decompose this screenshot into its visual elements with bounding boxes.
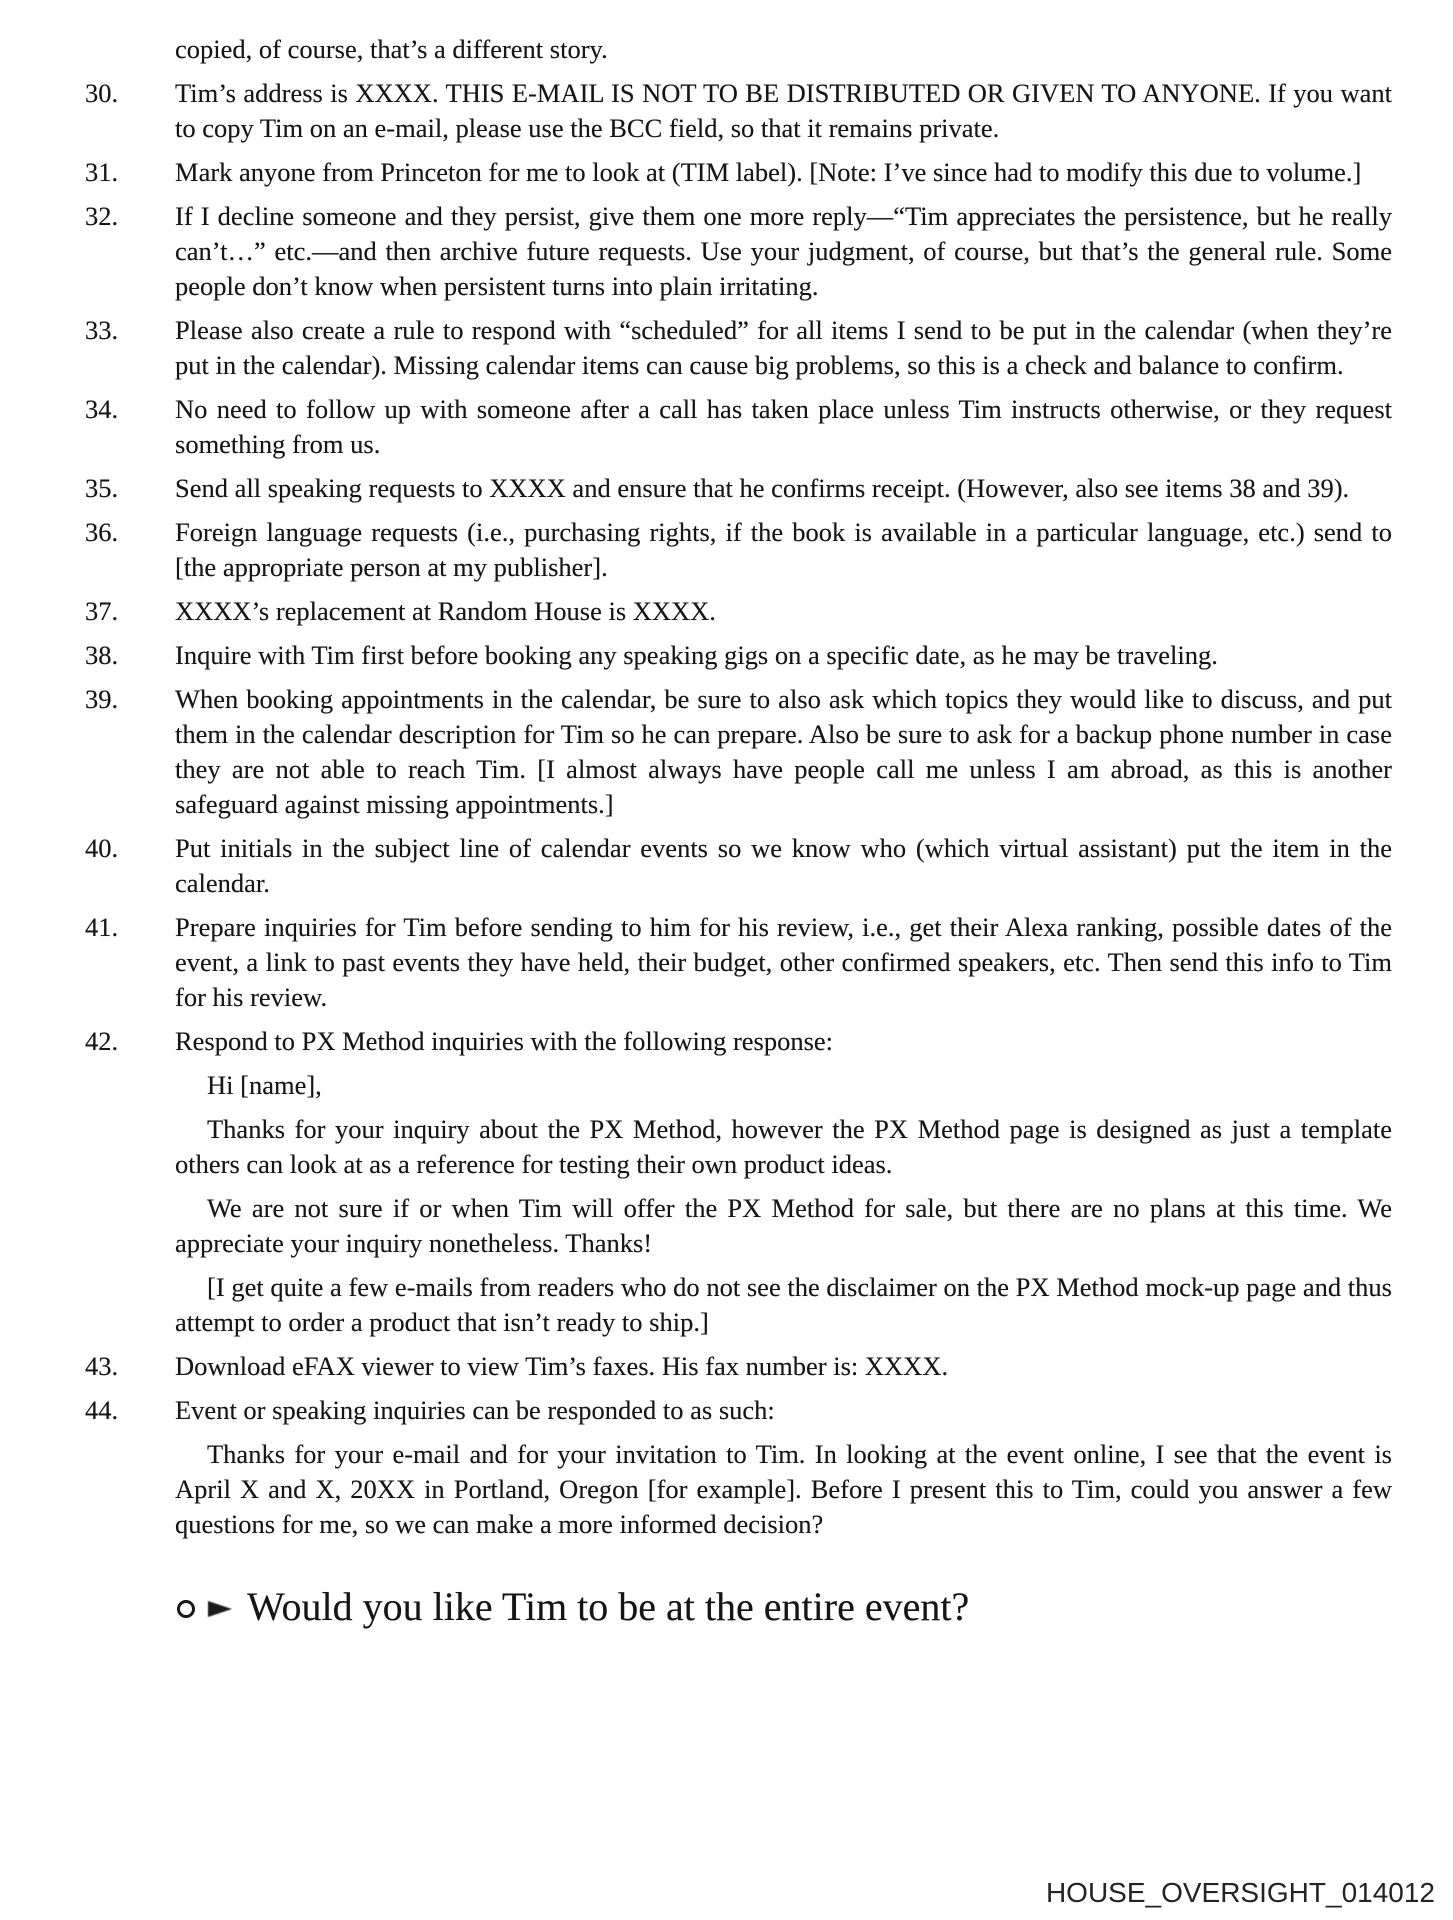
item-subparagraph: We are not sure if or when Tim will offer the PX Method for sale, but there are no plans at this time. We appreciate your inquiry nonetheless. Thanks! [175, 1193, 1392, 1258]
item-text: Download eFAX viewer to view Tim’s faxes. His fax number is: XXXX. [175, 1351, 949, 1381]
list-item [85, 392, 1392, 471]
item-body [175, 1024, 1392, 1349]
list-item [85, 910, 1392, 1024]
item-body [175, 199, 1392, 313]
item-body [175, 1393, 1392, 1551]
item-text: If I decline someone and they persist, give them one more reply—“Tim appreciates the persistence, but he really can’t…” etc.—and then archive future requests. Use your judgment, of course, but that’s the general rule. Some people don’t know when persistent turns into plain irritating. [175, 201, 1392, 301]
item-number: 44. [85, 1395, 119, 1425]
item-text: No need to follow up with someone after a call has taken place unless Tim instructs otherwise, or they request something from us. [175, 394, 1392, 459]
list-item [85, 313, 1392, 392]
item-text: Inquire with Tim first before booking any speaking gigs on a specific date, as he may be traveling. [175, 640, 1218, 670]
item-text: Send all speaking requests to XXXX and ensure that he confirms receipt. (However, also see items 38 and 39). [175, 473, 1350, 503]
item-body [175, 313, 1392, 392]
list-item [85, 638, 1392, 682]
item-body [175, 638, 1392, 682]
item-number: 37. [85, 596, 119, 626]
bates-number: HOUSE_OVERSIGHT_014012 [1045, 1877, 1435, 1908]
item-number: 40. [85, 833, 119, 863]
item-number: 33. [85, 315, 119, 345]
list-item [85, 1024, 1392, 1349]
item-subparagraph: Thanks for your e-mail and for your invitation to Tim. In looking at the event online, I see that the event is April X and X, 20XX in Portland, Oregon [for example]. Before I present this to Tim, could you answer a few questions for me, so we can make a more informed decision? [175, 1439, 1392, 1539]
item-body [175, 392, 1392, 471]
item-body [175, 155, 1392, 199]
continuation-body [175, 32, 1392, 76]
item-body [175, 471, 1392, 515]
item-number: 31. [85, 157, 119, 187]
list-item [85, 1393, 1392, 1551]
continuation-row [85, 32, 1392, 76]
item-body [175, 831, 1392, 910]
list-item [85, 682, 1392, 831]
item-text: Event or speaking inquiries can be responded to as such: [175, 1395, 775, 1425]
item-number: 30. [85, 78, 119, 108]
item-number: 43. [85, 1351, 119, 1381]
item-body [175, 1349, 1392, 1393]
item-text: Tim’s address is XXXX. THIS E-MAIL IS NOT TO BE DISTRIBUTED OR GIVEN TO ANYONE. If you want to copy Tim on an e-mail, please use the BCC field, so that it remains private. [175, 78, 1392, 143]
list-item [85, 831, 1392, 910]
item-number: 34. [85, 394, 119, 424]
item-body [175, 682, 1392, 831]
item-number: 39. [85, 684, 119, 714]
list-item [85, 471, 1392, 515]
callout-text: Would you like Tim to be at the entire event? [247, 1584, 970, 1629]
item-text: Mark anyone from Princeton for me to look at (TIM label). [Note: I’ve since had to modify this due to volume.] [175, 157, 1362, 187]
item-number: 38. [85, 640, 119, 670]
list-item [85, 515, 1392, 594]
item-subparagraph: Hi [name], [207, 1070, 322, 1100]
item-body [175, 910, 1392, 1024]
list-item [85, 155, 1392, 199]
item-number: 41. [85, 912, 119, 942]
item-body [175, 515, 1392, 594]
item-text: When booking appointments in the calendar, be sure to also ask which topics they would like to discuss, and put them in the calendar description for Tim so he can prepare. Also be sure to ask for a backup phone number in case they are not able to reach Tim. [I almost always have people call me unless I am abroad, as this is another safeguard against missing appointments.] [175, 684, 1392, 819]
item-text: Prepare inquiries for Tim before sending to him for his review, i.e., get their Alexa ranking, possible dates of the event, a link to past events they have held, their budget, other confirmed speakers, etc. Then send this info to Tim for his review. [175, 912, 1392, 1012]
list-item [85, 199, 1392, 313]
arrow-bullet-icon [208, 1601, 232, 1617]
list-item [85, 594, 1392, 638]
item-number: 35. [85, 473, 119, 503]
item-text: XXXX’s replacement at Random House is XXXX. [175, 596, 716, 626]
item-text: Put initials in the subject line of calendar events so we know who (which virtual assistant) put the item in the calendar. [175, 833, 1392, 898]
item-number: 36. [85, 517, 119, 547]
list-item [85, 1349, 1392, 1393]
item-body [175, 594, 1392, 638]
item-number: 32. [85, 201, 119, 231]
numbered-list [85, 76, 1392, 1551]
item-text: Respond to PX Method inquiries with the following response: [175, 1026, 834, 1056]
circle-bullet-icon [177, 1600, 195, 1618]
item-number: 42. [85, 1026, 119, 1056]
continuation-paragraph: copied, of course, that’s a different story. [175, 34, 608, 64]
callout-row [177, 1583, 1392, 1631]
item-subparagraph: Thanks for your inquiry about the PX Method, however the PX Method page is designed as just a template others can look at as a reference for testing their own product ideas. [175, 1114, 1392, 1179]
item-body [175, 76, 1392, 155]
item-text: Please also create a rule to respond with “scheduled” for all items I send to be put in the calendar (when they’re put in the calendar). Missing calendar items can cause big problems, so this is a check and balance to confirm. [175, 315, 1392, 380]
item-subparagraph: [I get quite a few e-mails from readers who do not see the disclaimer on the PX Method mock-up page and thus attempt to order a product that isn’t ready to ship.] [175, 1272, 1392, 1337]
list-item [85, 76, 1392, 155]
item-text: Foreign language requests (i.e., purchasing rights, if the book is available in a particular language, etc.) send to [the appropriate person at my publisher]. [175, 517, 1392, 582]
